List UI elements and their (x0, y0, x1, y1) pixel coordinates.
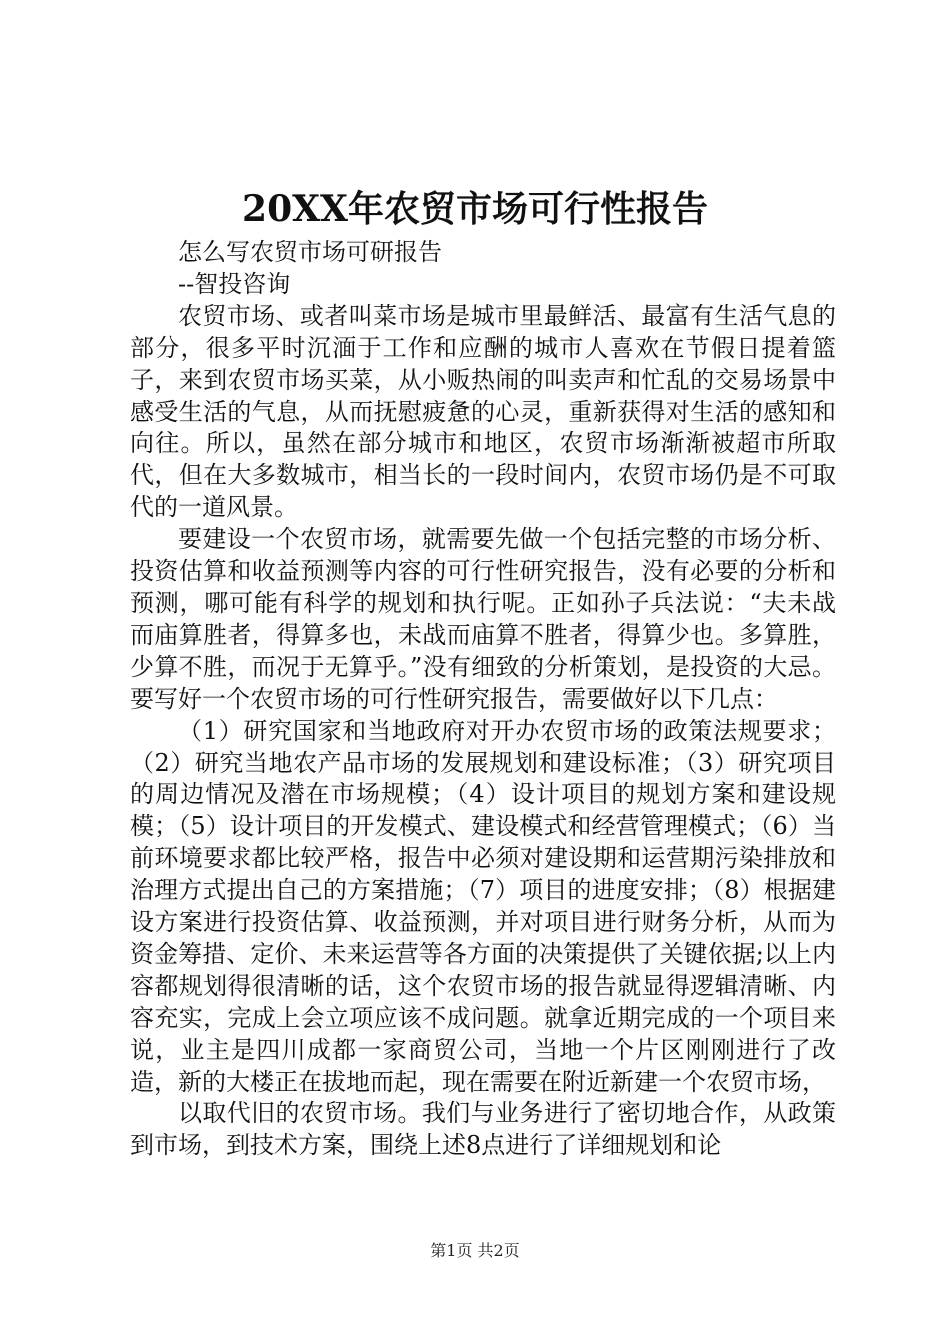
subtitle-paragraph: 怎么写农贸市场可研报告 (178, 238, 442, 266)
body-paragraph: 以取代旧的农贸市场。我们与业务进行了密切地合作，从政策到市场，到技术方案，围绕上述8点进行了详细规划和论 (130, 1099, 836, 1160)
document-title: 20XX年农贸市场可行性报告 (242, 188, 708, 230)
source-paragraph: --智投咨询 (178, 269, 291, 298)
page-number-footer: 第1页 共2页 (430, 1241, 520, 1260)
body-paragraph: 要建设一个农贸市场，就需要先做一个包括完整的市场分析、投资估算和收益预测等内容的可行性研究报告，没有必要的分析和预测，哪可能有科学的规划和执行呢。正如孙子兵法说：“夫未战而庙算胜者，得算多也，未战而庙算不胜者，得算少也。多算胜，少算不胜，而况于无算乎。”没有细致的分析策划，是投资的大忌。要写好一个农贸市场的可行性研究报告，需要做好以下几点： (130, 525, 836, 713)
document-body (130, 237, 836, 1162)
body-paragraph: （1）研究国家和当地政府对开办农贸市场的政策法规要求；（2）研究当地农产品市场的发展规划和建设标准；（3）研究项目的周边情况及潜在市场规模；（4）设计项目的规划方案和建设规模；（5）设计项目的开发模式、建设模式和经营管理模式；（6）当前环境要求都比较严格，报告中必须对建设期和运营期污染排放和治理方式提出自己的方案措施；（7）项目的进度安排；（8）根据建设方案进行投资估算、收益预测，并对项目进行财务分析，从而为资金筹措、定价、未来运营等各方面的决策提供了关键依据;以上内容都规划得很清晰的话，这个农贸市场的报告就显得逻辑清晰、内容充实，完成上会立项应该不成问题。就拿近期完成的一个项目来说，业主是四川成都一家商贸公司，当地一个片区刚刚进行了改造，新的大楼正在拔地而起，现在需要在附近新建一个农贸市场， (130, 716, 836, 1096)
body-paragraph: 农贸市场、或者叫菜市场是城市里最鲜活、最富有生活气息的部分，很多平时沉湎于工作和应酬的城市人喜欢在节假日提着篮子，来到农贸市场买菜，从小贩热闹的叫卖声和忙乱的交易场景中感受生活的气息，从而抚慰疲惫的心灵，重新获得对生活的感知和向往。所以，虽然在部分城市和地区，农贸市场渐渐被超市所取代，但在大多数城市，相当长的一段时间内，农贸市场仍是不可取代的一道风景。 (130, 301, 836, 522)
